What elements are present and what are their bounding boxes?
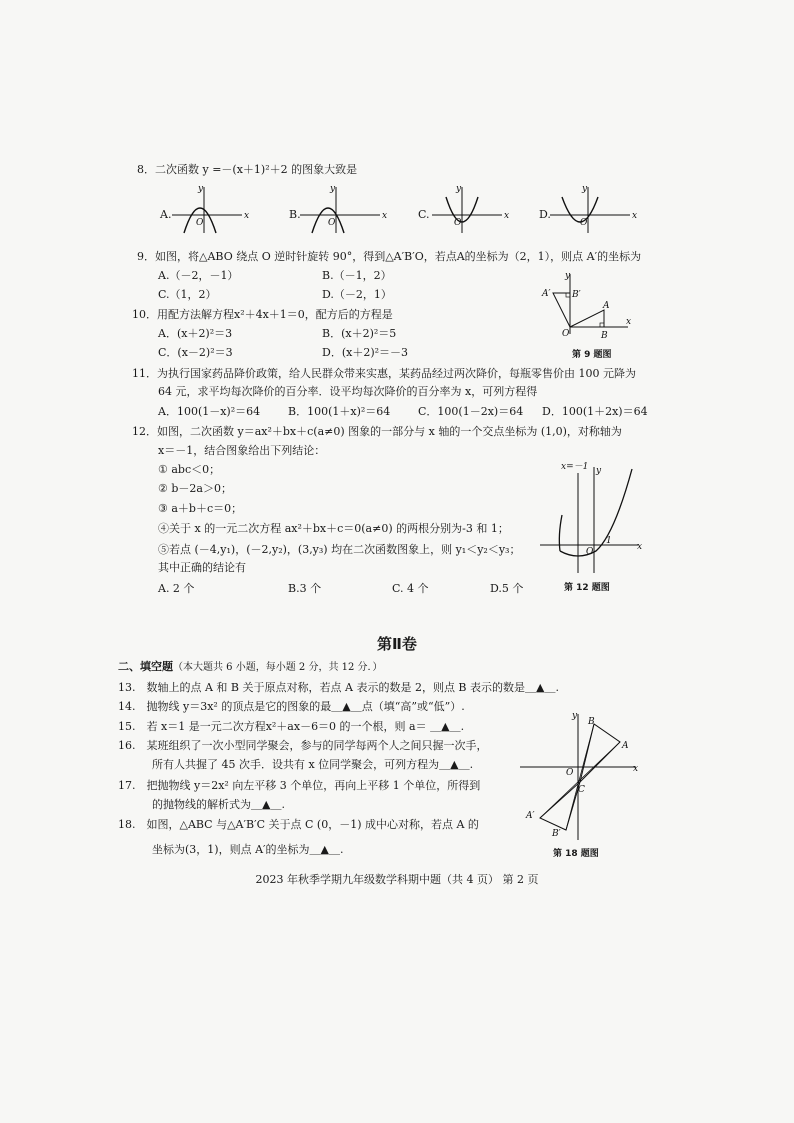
q12-option-c: C. 4 个: [392, 582, 429, 595]
svg-text:O: O: [566, 768, 574, 778]
svg-text:x: x: [632, 211, 638, 221]
q11-option-d: D．100(1＋2x)＝64: [542, 405, 648, 418]
svg-text:x: x: [633, 764, 639, 774]
svg-text:O: O: [454, 218, 462, 228]
svg-text:y: y: [596, 466, 602, 476]
q10-option-d: D．(x＋2)²＝－3: [322, 346, 409, 359]
q12-figure: [540, 465, 643, 575]
q18-text-line2: 坐标为(3，1)，则点 A′的坐标为＿▲＿.: [152, 843, 344, 856]
page-footer: 2023 年秋季学期九年级数学科期中题（共 4 页） 第 2 页: [255, 873, 539, 886]
q17-text-line2: 的抛物线的解析式为＿▲＿.: [152, 798, 285, 811]
svg-text:O: O: [328, 218, 336, 228]
q8-option-a-label: A.: [160, 208, 172, 221]
svg-text:1: 1: [606, 536, 612, 546]
svg-text:x: x: [504, 211, 510, 221]
q16-text-line1: 16. 某班组织了一次小型同学聚会，参与的同学每两个人之间只握一次手，: [118, 739, 488, 752]
svg-text:y: y: [572, 711, 578, 721]
svg-text:y: y: [198, 184, 204, 194]
svg-text:x: x: [382, 211, 388, 221]
svg-text:O: O: [196, 218, 204, 228]
svg-text:x: x: [626, 317, 632, 327]
q18-figure: [520, 712, 640, 842]
svg-text:A′: A′: [526, 811, 535, 821]
q12-conclusion-1: ① abc＜0；: [158, 463, 221, 476]
svg-text:y: y: [330, 184, 336, 194]
q12-conclusion-2: ② b－2a＞0；: [158, 482, 232, 495]
q12-conclusion-3: ③ a＋b＋c＝0；: [158, 502, 243, 515]
q8-option-b-graph: [300, 185, 390, 235]
q9-option-d: D.（－2，1）: [322, 288, 392, 301]
q12-conclusion-4: ④关于 x 的一元二次方程 ax²＋bx＋c＝0(a≠0) 的两根分别为-3 和 1；: [158, 522, 509, 535]
q18-text-line1: 18. 如图，△ABC 与△A′B′C 关于点 C (0，－1) 成中心对称，若点 A 的: [118, 818, 479, 831]
q11-option-c: C．100(1－2x)＝64: [418, 405, 524, 418]
q18-caption: 第 18 题图: [553, 849, 599, 859]
svg-text:A: A: [603, 301, 610, 311]
q11-option-a: A．100(1－x)²＝64: [158, 405, 261, 418]
q8-option-d-label: D.: [539, 208, 551, 221]
section-2-heading: [118, 660, 383, 675]
q8-option-b-label: B.: [289, 208, 301, 221]
q10-stem: 10．用配方法解方程x²＋4x＋1＝0，配方后的方程是: [132, 308, 393, 321]
q9-caption: 第 9 题图: [572, 350, 612, 360]
q8-option-c-graph: [432, 185, 522, 235]
q8-option-d-graph: [550, 185, 640, 235]
q12-conclusion-prompt: 其中正确的结论有: [158, 561, 246, 574]
fill-in-heading: 二、填空题: [118, 660, 173, 673]
q16-text-line2: 所有人共握了 45 次手．设共有 x 位同学聚会，可列方程为＿▲＿.: [152, 758, 474, 771]
q8-option-a-graph: [172, 185, 262, 235]
q9-figure: [540, 272, 630, 342]
svg-text:B′: B′: [552, 829, 561, 839]
q10-option-a: A．(x＋2)²＝3: [158, 327, 233, 340]
q10-option-c: C．(x－2)²＝3: [158, 346, 233, 359]
q15-text: 15. 若 x＝1 是一元二次方程x²＋ax－6＝0 的一个根，则 a＝ ＿▲＿.: [118, 720, 465, 733]
q12-conclusion-5: ⑤若点 (－4,y₁)，(－2,y₂)，(3,y₃) 均在二次函数图象上，则 y₁＜y₂＜y₃；: [158, 543, 521, 556]
section-2-title: 第Ⅱ卷: [377, 635, 417, 653]
svg-text:B: B: [601, 331, 608, 341]
q9-option-b: B.（－1，2）: [322, 269, 392, 282]
svg-text:A: A: [622, 741, 629, 751]
q9-option-c: C.（1，2）: [158, 288, 217, 301]
svg-text:B′: B′: [572, 290, 581, 300]
q13-text: 13. 数轴上的点 A 和 B 关于原点对称，若点 A 表示的数是 2，则点 B 表示的数是＿▲＿.: [118, 681, 559, 694]
q11-stem-line2: 64 元，求平均每次降价的百分率．设平均每次降价的百分率为 x，可列方程得: [158, 385, 538, 398]
svg-text:x: x: [637, 542, 643, 552]
q12-option-a: A. 2 个: [158, 582, 195, 595]
svg-text:y: y: [582, 184, 588, 194]
svg-text:A′: A′: [542, 289, 551, 299]
q12-stem-line2: x＝－1，结合图象给出下列结论：: [158, 444, 326, 457]
q10-option-b: B．(x＋2)²＝5: [322, 327, 397, 340]
svg-text:y: y: [456, 184, 462, 194]
q8-option-c-label: C.: [418, 208, 430, 221]
svg-text:C: C: [578, 785, 585, 795]
q12-axis-of-symmetry-label: x=－1: [561, 462, 589, 472]
svg-text:y: y: [565, 271, 571, 281]
svg-text:x: x: [244, 211, 250, 221]
svg-text:O: O: [562, 329, 570, 339]
q17-text-line1: 17. 把抛物线 y＝2x² 向左平移 3 个单位，再向上平移 1 个单位，所得到: [118, 779, 481, 792]
svg-text:O: O: [586, 547, 594, 557]
q8-stem: 8．二次函数 y =－(x＋1)²＋2 的图象大致是: [137, 163, 358, 176]
fill-in-heading-note: （本大题共 6 小题，每小题 2 分，共 12 分．）: [173, 662, 383, 673]
q11-stem-line1: 11．为执行国家药品降价政策，给人民群众带来实惠，某药品经过两次降价，每瓶零售价由 100 元降为: [132, 367, 636, 380]
q12-option-d: D.5 个: [490, 582, 524, 595]
q12-stem-line1: 12．如图，二次函数 y＝ax²＋bx＋c(a≠0) 图象的一部分与 x 轴的一个交点坐标为 (1,0)，对称轴为: [132, 425, 622, 438]
q9-stem: 9．如图，将△ABO 绕点 O 逆时针旋转 90°，得到△A′B′O，若点A的坐标为（2，1），则点 A′的坐标为: [137, 250, 642, 263]
q12-caption: 第 12 题图: [564, 583, 610, 593]
q9-option-a: A.（－2，－1）: [158, 269, 239, 282]
svg-text:B: B: [588, 717, 595, 727]
svg-text:O: O: [580, 218, 588, 228]
q12-option-b: B.3 个: [288, 582, 322, 595]
q11-option-b: B．100(1＋x)²＝64: [288, 405, 391, 418]
q14-text: 14. 抛物线 y＝3x² 的顶点是它的图象的最＿▲＿点（填“高”或“低”）.: [118, 700, 465, 713]
